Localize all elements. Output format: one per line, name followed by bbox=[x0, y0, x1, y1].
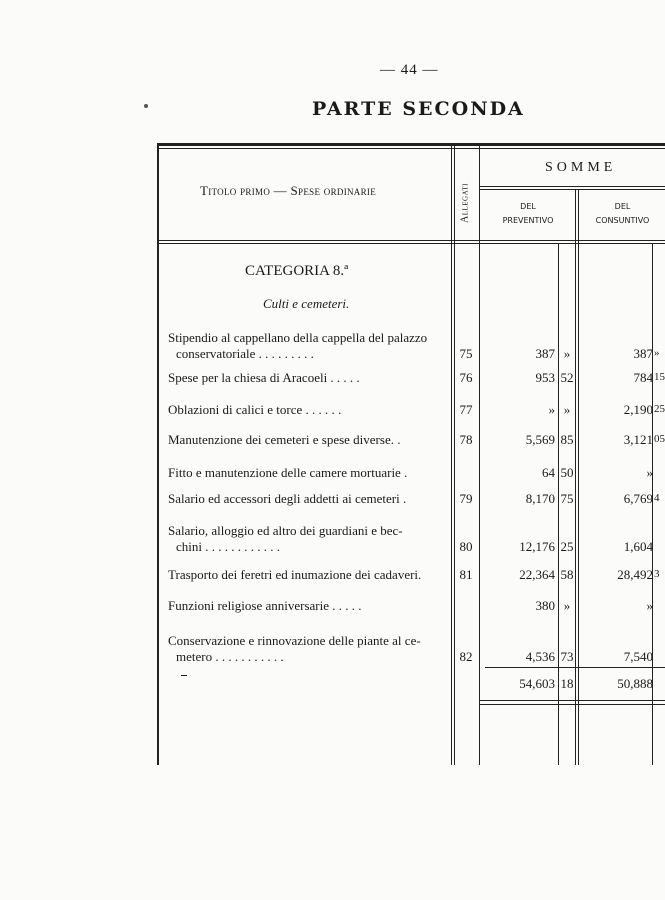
header-bottom-rule bbox=[157, 240, 665, 241]
row-preventivo-lire: 380 bbox=[535, 598, 555, 613]
row-consuntivo-cents: 05 bbox=[654, 433, 665, 445]
row-description: Salario, alloggio ed altro dei guardiani e bec- chini . . . . . . . . . . . . bbox=[168, 523, 403, 554]
header-somme: SOMME bbox=[545, 160, 617, 175]
row-description: Oblazioni di calici e torce . . . . . . bbox=[168, 402, 342, 417]
part-title: PARTE SECONDA bbox=[312, 98, 525, 120]
row-allegato: 82 bbox=[459, 649, 473, 664]
row-consuntivo-lire: 3,121 bbox=[623, 432, 653, 447]
total-preventivo-lire: 54,603 bbox=[519, 676, 555, 691]
row-allegato: 77 bbox=[459, 402, 473, 417]
row-preventivo-lire: 387 bbox=[535, 346, 555, 361]
header-titolo: Titolo primo — Spese ordinarie bbox=[200, 183, 377, 198]
row-allegato: 78 bbox=[459, 432, 473, 447]
preventivo-right-rule-2 bbox=[578, 190, 579, 765]
row-preventivo-lire: 953 bbox=[535, 370, 555, 385]
row-consuntivo-cents: 15 bbox=[654, 371, 665, 383]
row-preventivo-lire: 12,176 bbox=[519, 539, 555, 554]
row-preventivo-cents: 58 bbox=[560, 567, 574, 582]
row-preventivo-lire: 8,170 bbox=[525, 491, 555, 506]
row-preventivo-lire: 22,364 bbox=[519, 567, 555, 582]
row-allegato: 79 bbox=[459, 491, 473, 506]
header-del-preventivo: DEL PREVENTIVO bbox=[502, 202, 554, 225]
row-preventivo-cents: 50 bbox=[560, 465, 574, 480]
row-consuntivo-cents: 25 bbox=[654, 403, 665, 415]
row-preventivo-cents: » bbox=[563, 598, 571, 613]
table-left-rule bbox=[157, 143, 159, 765]
row-preventivo-lire: » bbox=[548, 402, 555, 417]
total-consuntivo-lire: 50,888 bbox=[617, 676, 653, 691]
row-consuntivo-lire: 1,604 bbox=[623, 539, 653, 554]
row-description: Trasporto dei feretri ed inumazione dei cadaveri. bbox=[168, 567, 422, 582]
row-preventivo-lire: 5,569 bbox=[525, 432, 555, 447]
subcategory-heading: Culti e cemeteri. bbox=[263, 296, 350, 311]
row-consuntivo-lire: 28,492 bbox=[617, 567, 653, 582]
allegati-right-rule bbox=[479, 146, 480, 765]
total-top-rule bbox=[485, 667, 665, 668]
row-allegato: 75 bbox=[459, 346, 473, 361]
row-consuntivo-cents: 3 bbox=[654, 568, 660, 580]
total-bottom-rule bbox=[480, 700, 665, 701]
row-description: Salario ed accessori degli addetti ai cemeteri . bbox=[168, 491, 407, 506]
table-top-rule-thin bbox=[157, 148, 665, 149]
row-description: Funzioni religiose anniversarie . . . . . bbox=[168, 598, 362, 613]
page-number: — 44 — bbox=[380, 62, 439, 78]
row-consuntivo-lire: 387 bbox=[633, 346, 653, 361]
header-allegati: Allegati bbox=[459, 182, 471, 223]
row-description: Stipendio al cappellano della cappella del palazzo conservatoriale . . . . . . . . . bbox=[168, 330, 428, 361]
row-description: Fitto e manutenzione delle camere mortuarie . bbox=[168, 465, 408, 480]
row-allegato: 81 bbox=[459, 567, 473, 582]
row-preventivo-cents: » bbox=[563, 346, 571, 361]
row-description: Manutenzione dei cemeteri e spese diverse. . bbox=[168, 432, 401, 447]
somme-sub-rule bbox=[480, 186, 665, 187]
row-preventivo-cents: » bbox=[563, 402, 571, 417]
row-description: Spese per la chiesa di Aracoeli . . . . . bbox=[168, 370, 360, 385]
category-heading: CATEGORIA 8.ª bbox=[245, 263, 349, 279]
dash-mark bbox=[181, 675, 187, 676]
row-consuntivo-lire: 7,540 bbox=[623, 649, 653, 664]
header-bottom-rule-2 bbox=[157, 243, 665, 244]
header-del-consuntivo: DEL CONSUNTIVO bbox=[595, 202, 650, 225]
row-allegato: 80 bbox=[459, 539, 473, 554]
total-preventivo-cents: 18 bbox=[560, 676, 574, 691]
margin-dot bbox=[144, 104, 148, 108]
row-consuntivo-lire: 6,769 bbox=[623, 491, 653, 506]
row-preventivo-cents: 52 bbox=[560, 370, 574, 385]
table-top-rule bbox=[157, 143, 665, 146]
total-bottom-rule-2 bbox=[480, 704, 665, 705]
row-consuntivo-lire: 2,190 bbox=[623, 402, 653, 417]
row-description: Conservazione e rinnovazione delle piante al ce- metero . . . . . . . . . . . bbox=[168, 633, 421, 664]
row-preventivo-lire: 4,536 bbox=[525, 649, 555, 664]
somme-sub-rule-2 bbox=[480, 189, 665, 190]
row-consuntivo-cents: » bbox=[654, 347, 660, 359]
row-preventivo-lire: 64 bbox=[542, 465, 555, 480]
row-consuntivo-lire: » bbox=[646, 465, 653, 480]
row-consuntivo-cents: 4 bbox=[654, 492, 660, 504]
row-preventivo-cents: 75 bbox=[560, 491, 574, 506]
row-consuntivo-lire: 784 bbox=[633, 370, 653, 385]
row-consuntivo-lire: » bbox=[646, 598, 653, 613]
preventivo-right-rule bbox=[575, 190, 576, 765]
row-preventivo-cents: 85 bbox=[560, 432, 574, 447]
row-preventivo-cents: 25 bbox=[560, 539, 574, 554]
row-preventivo-cents: 73 bbox=[560, 649, 574, 664]
row-allegato: 76 bbox=[459, 370, 473, 385]
